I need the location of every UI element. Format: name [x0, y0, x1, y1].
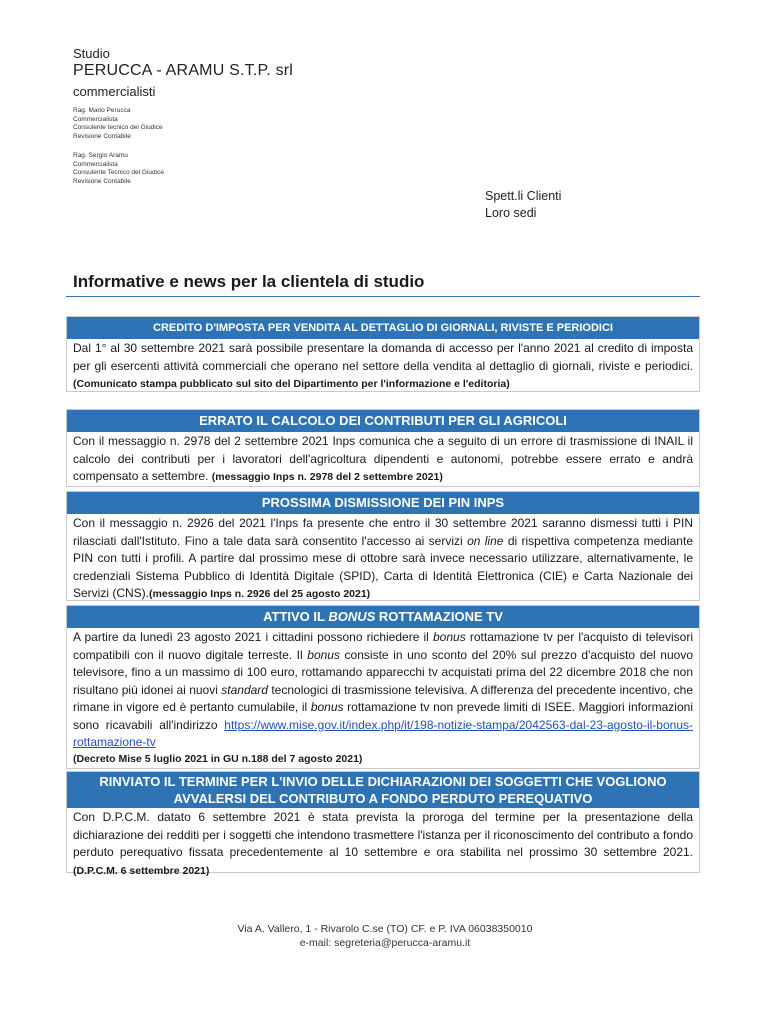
partner-role: Commercialista — [73, 160, 118, 168]
section-header: RINVIATO IL TERMINE PER L'INVIO DELLE DICHIARAZIONI DEI SOGGETTI CHE VOGLIONO AVVALERSI DEL CONTRIBUTO A FONDO PERDUTO PEREQUATIVO — [67, 772, 699, 808]
section-body — [67, 514, 699, 606]
section-header: ERRATO IL CALCOLO DEI CONTRIBUTI PER GLI AGRICOLI — [67, 410, 699, 432]
section-body — [67, 628, 699, 769]
footer-address: Via A. Vallero, 1 - Rivarolo C.se (TO) CF. e P. IVA 06038350010 — [237, 923, 533, 935]
partner-role: Revisione Contabile — [73, 133, 131, 141]
partner-role: Consulente Tecnico del Giudice — [73, 169, 164, 177]
section-reference: (messaggio Inps n. 2978 del 2 settembre 2021) — [211, 471, 443, 483]
section-header: CREDITO D'IMPOSTA PER VENDITA AL DETTAGLIO DI GIORNALI, RIVISTE E PERIODICI — [67, 317, 699, 339]
studio-subtitle: commercialisti — [73, 84, 156, 99]
mise-link[interactable]: https://www.mise.gov.it/index.php/it/198-notizie-stampa/2042563-dal-23-agosto-il-bonus-rottamazione-tv — [73, 717, 693, 749]
news-section-contributo-perequativo — [66, 771, 700, 877]
section-text: consiste in uno sconto del 20% sul prezzo d'acquisto del nuovo televisore, fino a un massimo di 100 euro, rottamando apparecchi tv acquistati prima del 22 dicembre 2018 che non risultano più idonei ai nuovi — [73, 647, 693, 697]
section-text-italic: standard — [221, 682, 268, 697]
studio-label: Studio — [73, 46, 110, 61]
news-section-bonus-tv — [66, 605, 700, 769]
section-text: Con D.P.C.M. datato 6 settembre 2021 è stata prevista la proroga del termine per la presentazione della dichiarazione dei redditi per i soggetti che intendono trasmettere l'istanza per il riconoscimento del contributo a fondo perduto perequativo fissata precedentemente al 10 settembre e ora stabilita nel prossimo 30 settembre 2021. — [73, 810, 693, 859]
partner-role: Consulente tecnico del Giudice — [73, 124, 163, 132]
header-text: ATTIVO IL — [263, 609, 329, 624]
section-text: Con il messaggio n. 2978 del 2 settembre 2021 Inps comunica che a seguito di un errore di trasmissione di INAIL il calcolo dei contributi per i lavoratori dell'agricoltura dipendenti e autonomi, potrebbe essere errato e andrà compensato a settembre. — [73, 434, 693, 483]
section-body — [67, 432, 699, 489]
news-section-contributi-agricoli — [66, 409, 700, 487]
section-text: rottamazione tv non prevede limiti di ISEE. Maggiori informazioni sono ricavabili all'indirizzo — [73, 700, 693, 732]
partner-name: Rag. Sergio Aramu — [73, 152, 128, 159]
recipient-line: Loro sedi — [485, 206, 537, 220]
partner-name: Rag. Mario Perucca — [73, 107, 131, 114]
letterhead — [73, 46, 293, 99]
news-section-credito-imposta — [66, 316, 700, 392]
section-text: A partire da lunedì 23 agosto 2021 i cittadini possono richiedere il — [73, 630, 433, 644]
section-reference: (D.P.C.M. 6 settembre 2021) — [73, 864, 210, 877]
section-text: tecnologici di trasmissione televisiva. A differenza del precedente incentivo, che rimane in vigore ed è pertanto cumulabile, il — [73, 682, 693, 714]
section-text: Dal 1° al 30 settembre 2021 sarà possibile presentare la domanda di accesso per l'anno 2021 al credito di imposta per gli esercenti attività commerciali che operano nel settore della vendita al dettaglio di giornali, riviste e periodici. — [73, 341, 693, 373]
section-text: di rispettiva competenza mediante PIN con tutti i profili. A partire dal prossimo mese di ottobre sarà invece necessario utilizzare, alternativamente, le credenziali Sistema Pubblico di Identità Digitale (SPID), Carta di Identità Elettronica (CIE) e Carta Nazionale dei Servizi (CNS). — [73, 533, 693, 600]
section-reference: (messaggio Inps n. 2926 del 25 agosto 2021) — [149, 588, 371, 600]
section-body — [67, 339, 699, 396]
recipient-block — [485, 188, 561, 222]
partner-role: Commercialista — [73, 115, 118, 123]
section-text-italic: bonus — [310, 700, 344, 714]
footer-email: e-mail: segreteria@perucca-aramu.it — [299, 937, 471, 949]
footer — [0, 922, 770, 950]
section-header — [67, 606, 699, 628]
news-section-pin-inps — [66, 491, 700, 601]
section-body — [67, 808, 699, 882]
recipient-line: Spett.li Clienti — [485, 189, 562, 203]
section-text: Con il messaggio n. 2926 del 2021 l'Inps fa presente che entro il 30 settembre 2021 saranno dismessi tutti i PIN rilasciati dall'Istituto. Fino a tale data sarà consentito l'accesso ai servizi — [73, 516, 693, 548]
section-text-italic: on line — [467, 533, 504, 548]
section-text-italic: bonus — [307, 647, 340, 662]
partner-perucca — [73, 107, 163, 142]
title-divider — [66, 296, 700, 297]
section-header: PROSSIMA DISMISSIONE DEI PIN INPS — [67, 492, 699, 514]
section-reference: (Decreto Mise 5 luglio 2021 in GU n.188 del 7 agosto 2021) — [73, 752, 363, 765]
partner-role: Revisione Contabile — [73, 178, 131, 186]
section-text-italic: bonus — [433, 630, 466, 644]
section-text: rottamazione tv per l'acquisto di televisori compatibili con il nuovo digitale terreste. Il — [73, 630, 693, 662]
studio-name: PERUCCA - ARAMU S.T.P. srl — [73, 62, 294, 79]
page-title: Informative e news per la clientela di studio — [73, 272, 425, 291]
partner-aramu — [73, 152, 164, 187]
header-text: ROTTAMAZIONE TV — [375, 609, 503, 624]
section-reference: (Comunicato stampa pubblicato sul sito del Dipartimento per l'informazione e l'editoria) — [73, 378, 510, 390]
header-text-italic: BONUS — [328, 609, 376, 624]
